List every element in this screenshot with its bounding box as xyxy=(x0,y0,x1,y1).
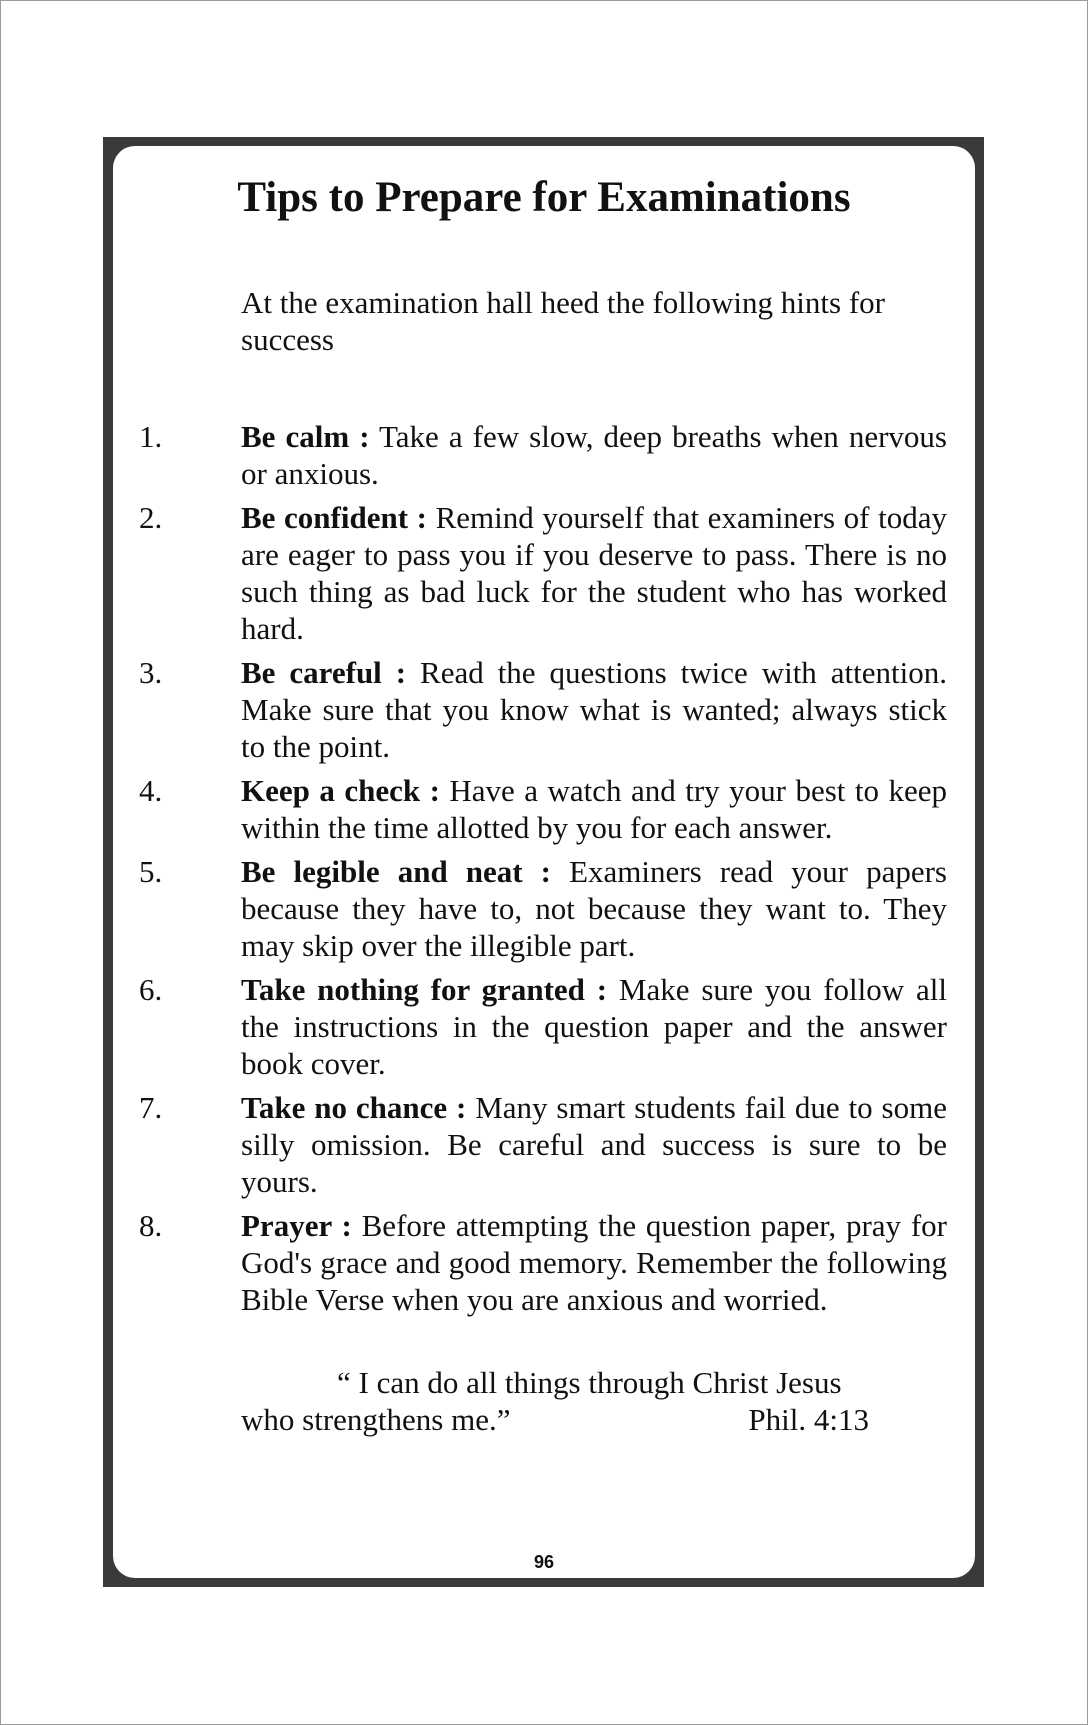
tip-body xyxy=(241,772,947,846)
tip-term: Prayer : xyxy=(241,1208,352,1243)
tip-body xyxy=(241,418,947,492)
tip-number: 5. xyxy=(139,854,163,889)
tip-term: Be legible and neat : xyxy=(241,854,552,889)
tip-text: Read the questions twice with attention. Make sure that you know what is wanted; always stick to the point. xyxy=(241,655,947,764)
tip-item xyxy=(0,654,1088,765)
tip-body xyxy=(241,853,947,964)
intro-paragraph: At the examination hall heed the following hints for success xyxy=(241,285,885,357)
tip-item xyxy=(0,418,1088,492)
tip-number: 6. xyxy=(139,972,163,1007)
tip-item xyxy=(0,772,1088,846)
tip-term: Take no chance : xyxy=(241,1090,467,1125)
verse-line-2 xyxy=(241,1401,881,1438)
tip-text: Before attempting the question paper, pray for God's grace and good memory. Remember the following Bible Verse when you are anxious and worried. xyxy=(241,1208,947,1317)
tip-term: Be careful : xyxy=(241,655,407,690)
tip-body xyxy=(241,654,947,765)
page-title: Tips to Prepare for Examinations xyxy=(237,174,851,221)
tip-term: Be confident : xyxy=(241,500,427,535)
tip-number: 2. xyxy=(139,500,163,535)
tip-term: Take nothing for granted : xyxy=(241,972,608,1007)
tip-number: 1. xyxy=(139,419,163,454)
verse-text: who strengthens me.” xyxy=(241,1402,511,1437)
tip-number: 4. xyxy=(139,773,163,808)
tip-number: 8. xyxy=(139,1208,163,1243)
tip-body xyxy=(241,1089,947,1200)
tip-term: Keep a check : xyxy=(241,773,440,808)
verse-reference: Phil. 4:13 xyxy=(748,1402,869,1437)
tip-text: Examiners read your papers because they have to, not because they want to. They may skip over the illegible part. xyxy=(241,854,947,963)
tip-number: 3. xyxy=(139,655,163,690)
verse-line-1: “ I can do all things through Christ Jesus xyxy=(337,1365,842,1400)
tip-item xyxy=(0,1207,1088,1318)
tip-text: Make sure you follow all the instructions in the question paper and the answer book cover. xyxy=(241,972,947,1081)
tip-text: Take a few slow, deep breaths when nervous or anxious. xyxy=(241,419,947,491)
tip-text: Remind yourself that examiners of today are eager to pass you if you deserve to pass. There is no such thing as bad luck for the student who has worked hard. xyxy=(241,500,947,646)
tip-body xyxy=(241,499,947,647)
tips-list xyxy=(0,418,1088,1325)
tip-item xyxy=(0,853,1088,964)
tip-item xyxy=(0,499,1088,647)
page-number: 96 xyxy=(533,1552,555,1572)
tip-body xyxy=(241,1207,947,1318)
tip-body xyxy=(241,971,947,1082)
tip-item xyxy=(0,971,1088,1082)
bible-verse xyxy=(241,1364,881,1438)
tip-item xyxy=(0,1089,1088,1200)
tip-term: Be calm : xyxy=(241,419,370,454)
tip-number: 7. xyxy=(139,1090,163,1125)
tip-text: Have a watch and try your best to keep within the time allotted by you for each answer. xyxy=(241,773,947,845)
tip-text: Many smart students fail due to some silly omission. Be careful and success is sure to be yours. xyxy=(241,1090,947,1199)
